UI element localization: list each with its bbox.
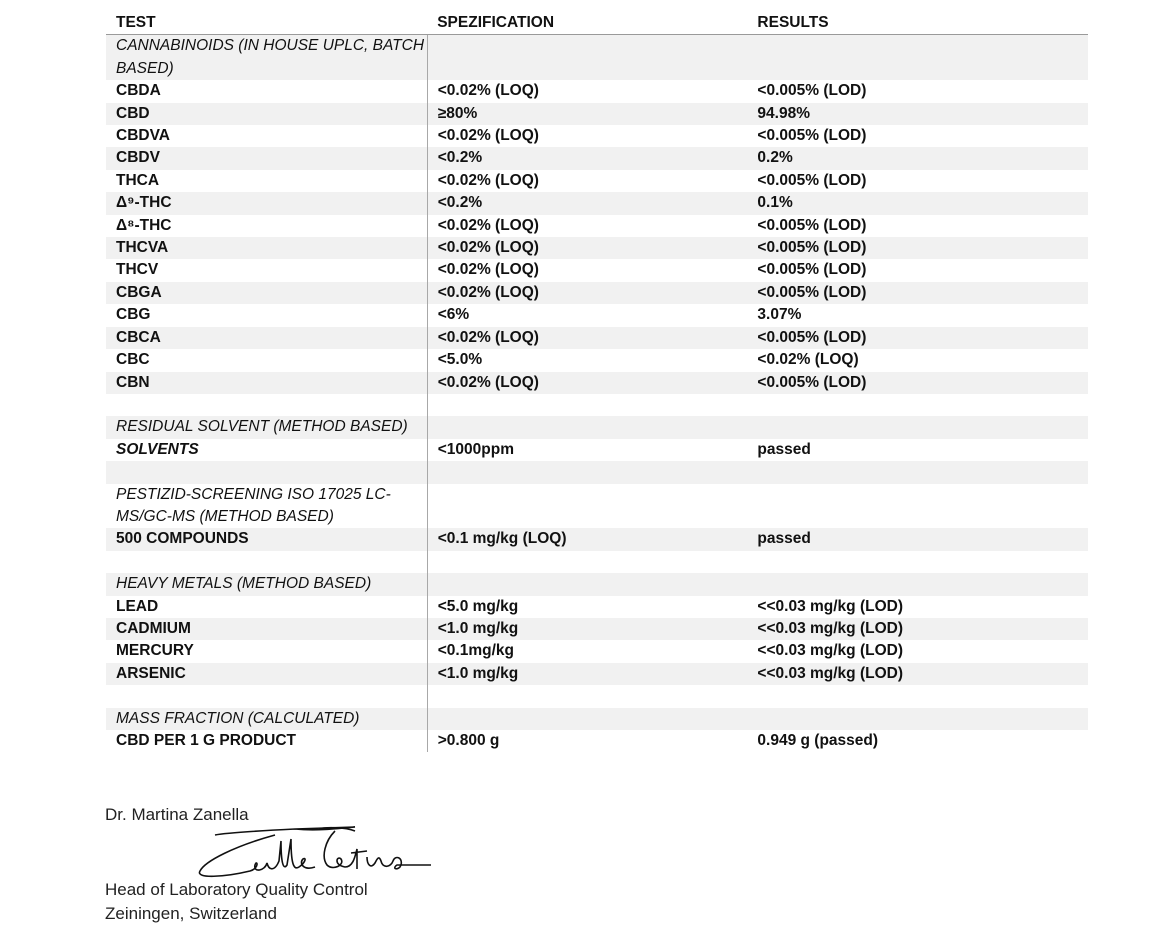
specification-cell: <0.02% (LOQ) xyxy=(427,282,747,304)
test-cell: THCA xyxy=(106,170,427,192)
table-row xyxy=(106,730,1088,752)
result-cell: <0.005% (LOD) xyxy=(747,282,1088,304)
specification-cell: <0.02% (LOQ) xyxy=(427,237,747,259)
result-cell xyxy=(747,573,1088,595)
test-cell xyxy=(106,551,427,573)
spacer-row xyxy=(106,551,1088,573)
section-header-row xyxy=(106,573,1088,595)
table-row xyxy=(106,237,1088,259)
test-cell: CBGA xyxy=(106,282,427,304)
spacer-row xyxy=(106,394,1088,416)
result-cell: 0.2% xyxy=(747,147,1088,169)
result-cell: <0.005% (LOD) xyxy=(747,259,1088,281)
specification-cell xyxy=(427,708,747,730)
specification-cell: <0.02% (LOQ) xyxy=(427,170,747,192)
specification-cell: <6% xyxy=(427,304,747,326)
result-cell xyxy=(747,416,1088,438)
test-cell: CBDA xyxy=(106,80,427,102)
specification-cell: <0.1 mg/kg (LOQ) xyxy=(427,528,747,550)
spacer-row xyxy=(106,461,1088,483)
test-cell xyxy=(106,394,427,416)
test-cell xyxy=(106,461,427,483)
specification-cell xyxy=(427,685,747,707)
result-cell: <0.005% (LOD) xyxy=(747,125,1088,147)
table-row xyxy=(106,528,1088,550)
result-cell: <0.005% (LOD) xyxy=(747,372,1088,394)
specification-cell xyxy=(427,461,747,483)
specification-cell: >0.800 g xyxy=(427,730,747,752)
result-cell xyxy=(747,551,1088,573)
result-cell: 0.949 g (passed) xyxy=(747,730,1088,752)
test-cell: CBG xyxy=(106,304,427,326)
specification-cell: <0.02% (LOQ) xyxy=(427,215,747,237)
table-header-row xyxy=(106,12,1088,35)
test-cell: ARSENIC xyxy=(106,663,427,685)
test-cell: CBDV xyxy=(106,147,427,169)
test-cell: PESTIZID-SCREENING ISO 17025 LC-MS/GC-MS (METHOD BASED) xyxy=(106,484,427,529)
specification-cell: <5.0 mg/kg xyxy=(427,596,747,618)
table-row xyxy=(106,192,1088,214)
specification-cell: <0.02% (LOQ) xyxy=(427,327,747,349)
test-cell: CBD PER 1 G PRODUCT xyxy=(106,730,427,752)
table-body xyxy=(106,35,1088,752)
test-cell: CBD xyxy=(106,103,427,125)
result-cell: <0.005% (LOD) xyxy=(747,170,1088,192)
section-header-row xyxy=(106,416,1088,438)
result-cell xyxy=(747,484,1088,529)
test-cell: Δ⁸-THC xyxy=(106,215,427,237)
test-cell: RESIDUAL SOLVENT (METHOD BASED) xyxy=(106,416,427,438)
section-header-row xyxy=(106,484,1088,529)
specification-cell xyxy=(427,551,747,573)
result-cell: <0.005% (LOD) xyxy=(747,237,1088,259)
result-cell xyxy=(747,685,1088,707)
specification-cell: <0.02% (LOQ) xyxy=(427,80,747,102)
result-cell: <<0.03 mg/kg (LOD) xyxy=(747,596,1088,618)
table-row xyxy=(106,304,1088,326)
result-cell: 0.1% xyxy=(747,192,1088,214)
specification-cell: ≥80% xyxy=(427,103,747,125)
result-cell: <<0.03 mg/kg (LOD) xyxy=(747,640,1088,662)
test-cell: CBC xyxy=(106,349,427,371)
test-cell: CBN xyxy=(106,372,427,394)
table-row xyxy=(106,663,1088,685)
result-cell xyxy=(747,35,1088,80)
result-cell: <0.02% (LOQ) xyxy=(747,349,1088,371)
table-row xyxy=(106,147,1088,169)
signatory-title: Head of Laboratory Quality Control xyxy=(105,880,368,899)
test-cell: THCVA xyxy=(106,237,427,259)
table-row xyxy=(106,439,1088,461)
test-cell: HEAVY METALS (METHOD BASED) xyxy=(106,573,427,595)
table-row xyxy=(106,80,1088,102)
specification-cell: <5.0% xyxy=(427,349,747,371)
spacer-row xyxy=(106,685,1088,707)
table-row xyxy=(106,103,1088,125)
test-cell: LEAD xyxy=(106,596,427,618)
table-row xyxy=(106,259,1088,281)
test-cell: CADMIUM xyxy=(106,618,427,640)
specification-cell xyxy=(427,484,747,529)
specification-cell: <0.02% (LOQ) xyxy=(427,125,747,147)
result-cell xyxy=(747,394,1088,416)
table-row xyxy=(106,327,1088,349)
test-cell: MERCURY xyxy=(106,640,427,662)
specification-cell: <1.0 mg/kg xyxy=(427,618,747,640)
result-cell: <0.005% (LOD) xyxy=(747,80,1088,102)
result-cell: passed xyxy=(747,528,1088,550)
specification-cell: <0.2% xyxy=(427,147,747,169)
result-cell: 3.07% xyxy=(747,304,1088,326)
test-cell: MASS FRACTION (CALCULATED) xyxy=(106,708,427,730)
specification-cell xyxy=(427,394,747,416)
specification-cell: <0.02% (LOQ) xyxy=(427,372,747,394)
specification-cell: <1000ppm xyxy=(427,439,747,461)
result-cell: <0.005% (LOD) xyxy=(747,215,1088,237)
result-cell: <<0.03 mg/kg (LOD) xyxy=(747,618,1088,640)
header-specification: SPEZIFICATION xyxy=(427,12,747,35)
test-cell: 500 COMPOUNDS xyxy=(106,528,427,550)
signatory-location: Zeiningen, Switzerland xyxy=(105,904,277,923)
table-row xyxy=(106,618,1088,640)
result-cell xyxy=(747,461,1088,483)
result-cell: <<0.03 mg/kg (LOD) xyxy=(747,663,1088,685)
table-row xyxy=(106,215,1088,237)
table-row xyxy=(106,640,1088,662)
test-cell: THCV xyxy=(106,259,427,281)
specification-cell: <0.2% xyxy=(427,192,747,214)
section-header-row xyxy=(106,708,1088,730)
specification-cell xyxy=(427,573,747,595)
specification-cell: <1.0 mg/kg xyxy=(427,663,747,685)
test-cell: CBDVA xyxy=(106,125,427,147)
result-cell: <0.005% (LOD) xyxy=(747,327,1088,349)
header-test: TEST xyxy=(106,12,427,35)
result-cell: 94.98% xyxy=(747,103,1088,125)
section-header-row xyxy=(106,35,1088,80)
header-results: RESULTS xyxy=(747,12,1088,35)
signatory-name: Dr. Martina Zanella xyxy=(105,805,249,824)
test-cell: CANNABINOIDS (IN HOUSE UPLC, BATCH BASED) xyxy=(106,35,427,80)
table-row xyxy=(106,170,1088,192)
table-row xyxy=(106,125,1088,147)
test-cell: CBCA xyxy=(106,327,427,349)
test-cell xyxy=(106,685,427,707)
test-results-table xyxy=(106,12,1088,752)
test-cell: Δ⁹-THC xyxy=(106,192,427,214)
specification-cell xyxy=(427,35,747,80)
test-cell: SOLVENTS xyxy=(106,439,427,461)
table-row xyxy=(106,372,1088,394)
specification-cell: <0.1mg/kg xyxy=(427,640,747,662)
specification-cell: <0.02% (LOQ) xyxy=(427,259,747,281)
table-row xyxy=(106,282,1088,304)
result-cell: passed xyxy=(747,439,1088,461)
handwritten-signature-icon xyxy=(195,821,435,881)
table-row xyxy=(106,596,1088,618)
table-row xyxy=(106,349,1088,371)
result-cell xyxy=(747,708,1088,730)
specification-cell xyxy=(427,416,747,438)
